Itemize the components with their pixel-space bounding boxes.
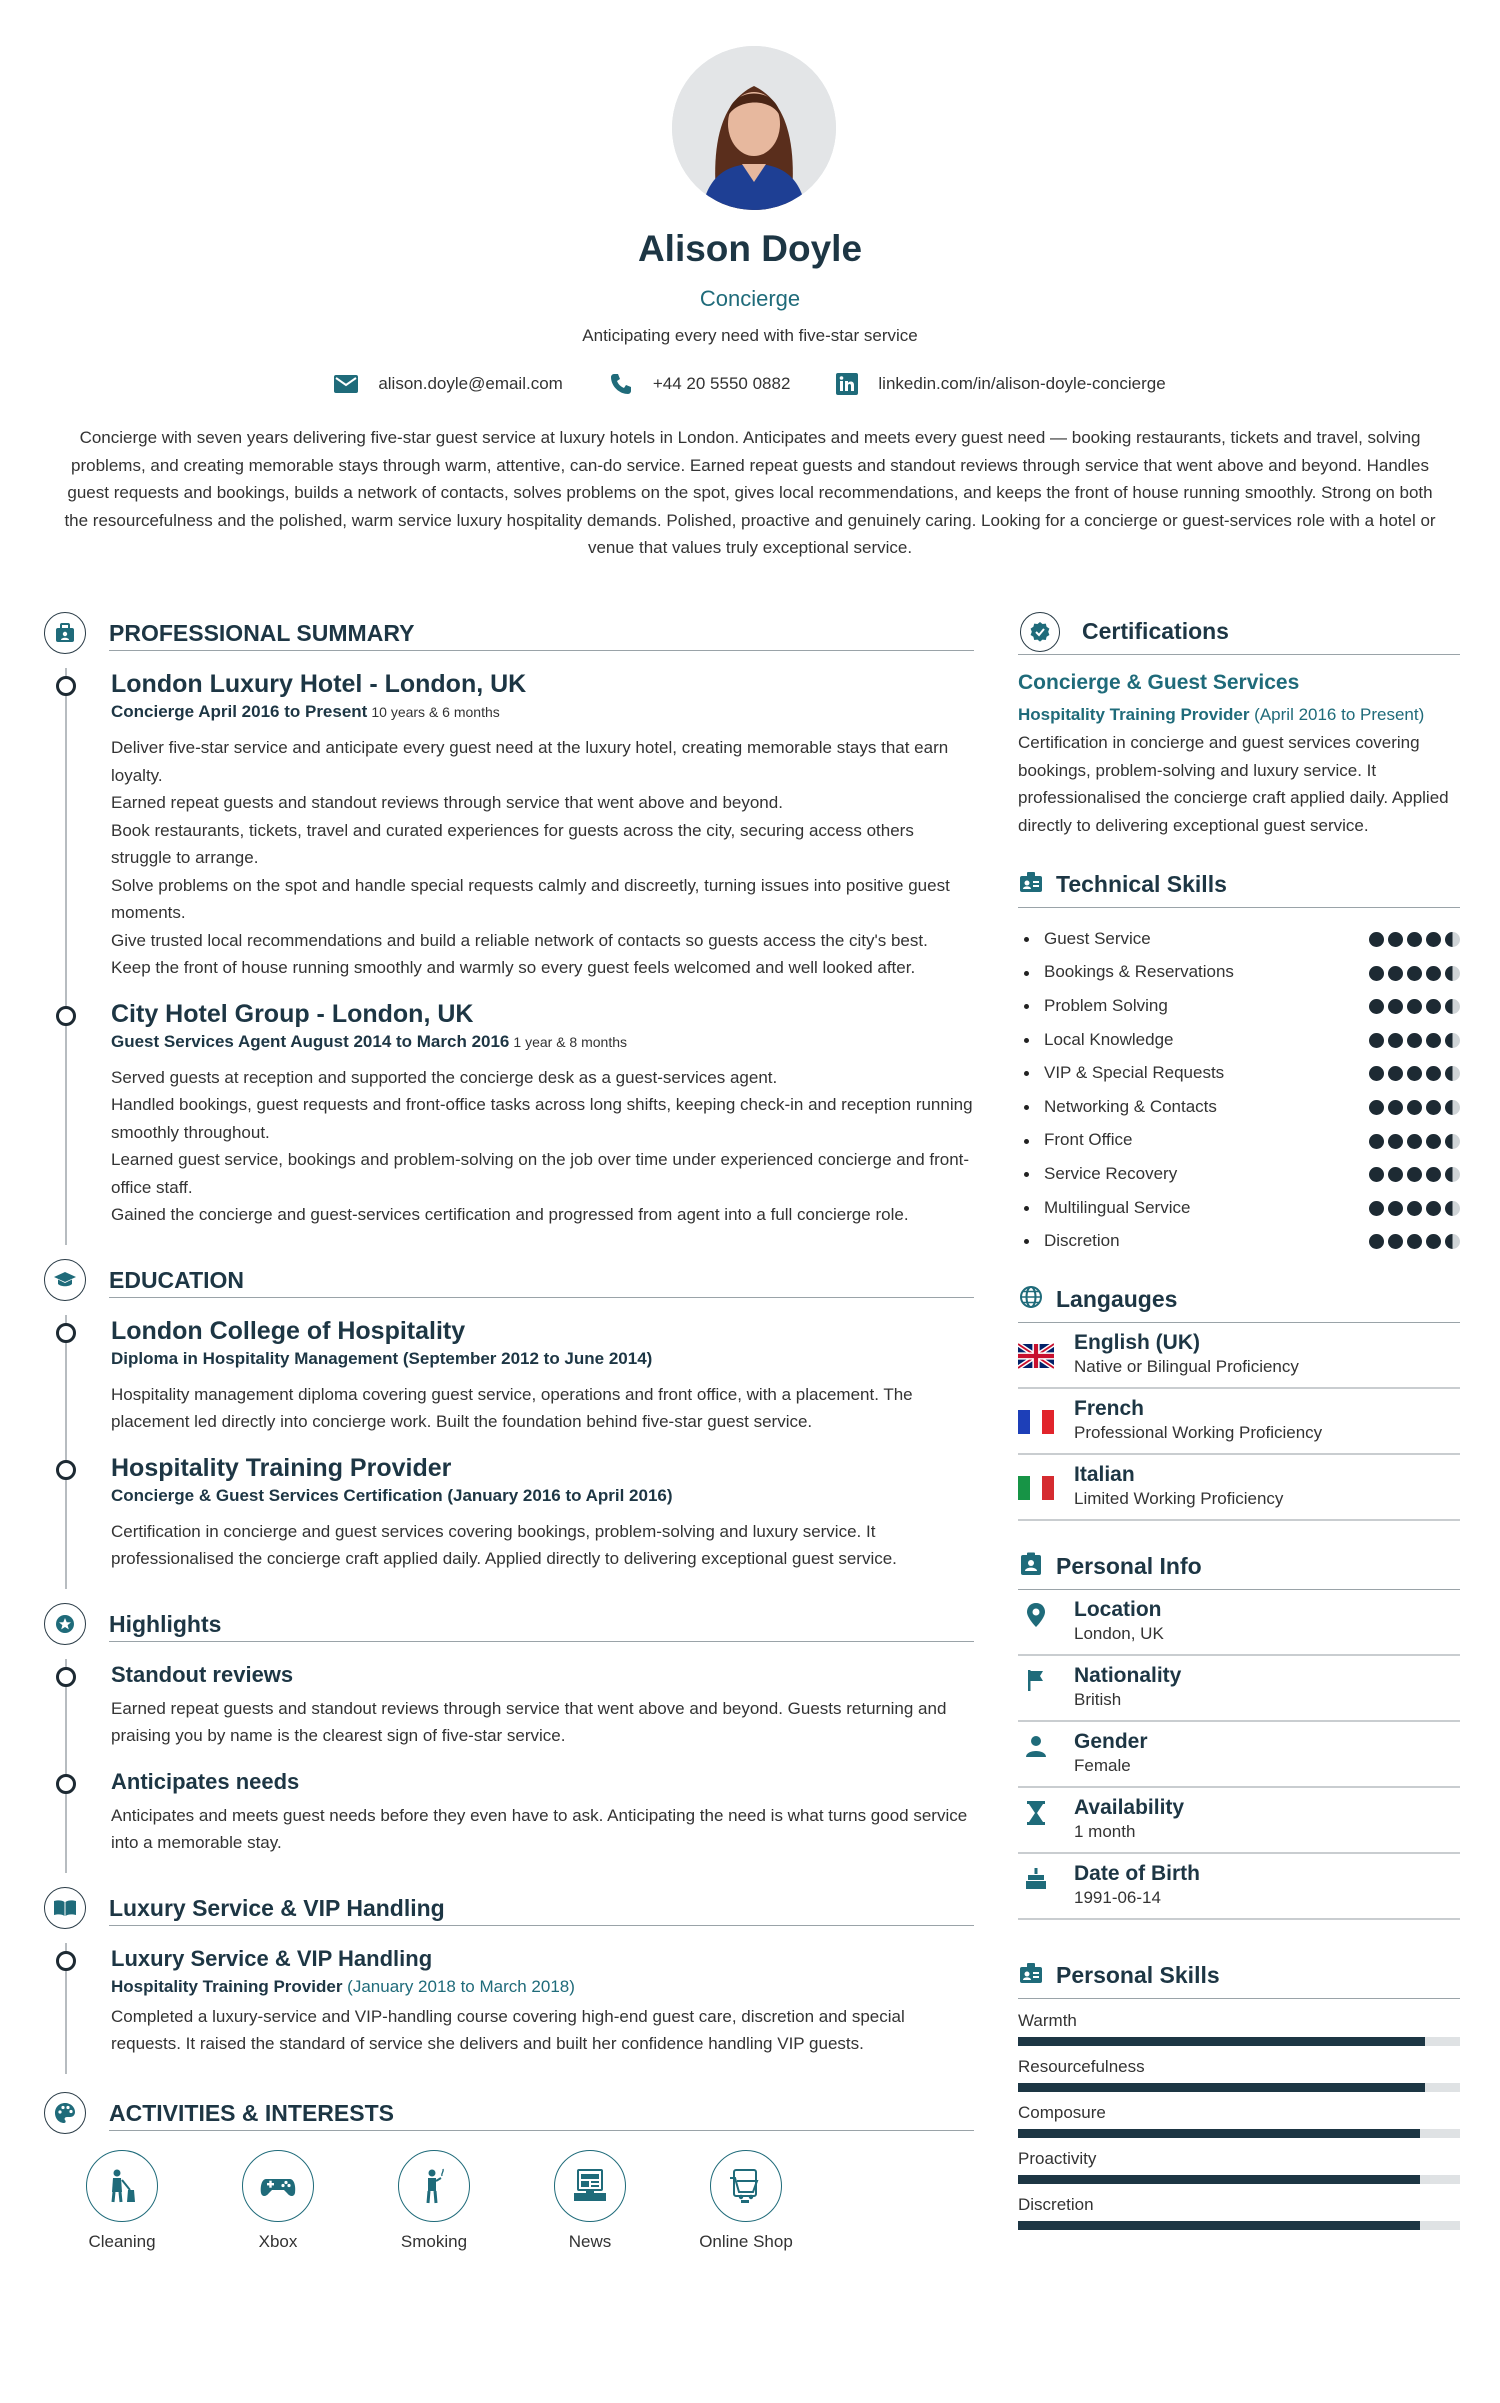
personal-skills-title: Personal Skills [1056,1961,1220,1988]
rating-dot [1369,999,1384,1014]
interest-label: Xbox [258,2231,298,2251]
rating-dot [1369,1234,1384,1249]
personal-skill-item [1018,2195,1460,2241]
personal-skill-name: Proactivity [1018,2148,1097,2168]
interest-item [554,2150,626,2252]
job-entry [111,998,974,1245]
rating-dot [1369,1066,1384,1081]
candidate-role: Concierge [699,286,801,311]
contact-bar [0,372,1500,396]
job-company: London Luxury Hotel - London, UK [111,670,527,698]
technical-skills-list [1018,922,1460,1258]
rating-dot [1369,1100,1384,1115]
interest-label: Online Shop [699,2231,793,2251]
rating-dot [1388,1201,1403,1216]
email-text[interactable]: alison.doyle@email.com [378,374,563,393]
skill-level-bar [1018,2037,1460,2046]
highlight-title: Anticipates needs [111,1768,300,1794]
language-name: Italian [1074,1462,1135,1486]
interest-item [86,2150,158,2252]
rating-dot [1445,1134,1460,1149]
certification-description: Certification in concierge and guest services covering bookings, problem-solving and luxury service. It professionalised the concierge craft applied daily. Applied directly to delivering exceptional guest service. [1018,733,1449,835]
italy-flag-icon [1018,1475,1054,1501]
interest-label: News [568,2231,612,2251]
profile-summary: Concierge with seven years delivering five-star guest service at luxury hotels in London. Anticipates and meets every guest need — booking restaurants, tickets and travel, solving problems, and creating memorable stays through warm, attentive, can-do service. Earned repeat guests and standout reviews through service that went above and beyond. Handles guest requests and bookings, builds a network of contacts, solves problems on the spot, gives local recommendations, and keeps the front of house running smoothly. Strong on both the resourcefulness and the polished, warm service luxury hospitality demands. Polished, proactive and genuinely caring. Looking for a concierge or guest-services role with a hotel or venue that values truly exceptional service. [64,428,1436,557]
personal-skill-item [1018,2103,1460,2149]
section-divider [109,2130,974,2131]
briefcase-badge-icon [44,612,86,654]
skill-rating [1369,1234,1460,1249]
rating-dot [1388,1033,1403,1048]
section-divider [109,650,974,651]
id-badge-icon [1018,869,1044,895]
personal-skill-item [1018,2011,1460,2057]
rating-dot [1426,1033,1441,1048]
job-bullets: Served guests at reception and supported the concierge desk as a guest-services agent. Handled bookings, guest requests and front-office tasks across long shifts, keeping check-in and reception running smoothly throughout. Learned guest service, bookings and problem-solving on the job over time under experienced concierge and front-office staff. Gained the concierge and guest-services certification and progressed from agent into a full concierge role. [111,1067,973,1224]
skill-rating [1369,1167,1460,1182]
timeline-dot [56,1006,76,1026]
rating-dot [1445,1201,1460,1216]
language-item [1018,1389,1460,1455]
candidate-tagline: Anticipating every need with five-star service [582,326,918,345]
personal-skill-item [1018,2057,1460,2103]
language-level: Limited Working Proficiency [1074,1488,1284,1508]
rating-dot [1426,966,1441,981]
highlight-text: Earned repeat guests and standout reviews through service that went above and beyond. Guests returning and praising you by name is the clearest sign of five-star service. [111,1698,947,1745]
degree: Concierge & Guest Services Certification (January 2016 to April 2016) [111,1485,673,1505]
id-badge-icon [1018,1960,1044,1986]
rating-dot [1426,932,1441,947]
course-entry [111,1943,974,2074]
rating-dot [1369,1134,1384,1149]
info-key: Date of Birth [1074,1861,1200,1885]
certifications-section [1018,612,1460,839]
personal-skill-name: Composure [1018,2102,1106,2122]
skill-item: Guest Service [1018,922,1460,956]
info-key: Location [1074,1597,1162,1621]
skill-item: Networking & Contacts [1018,1090,1460,1124]
job-bullets: Deliver five-star service and anticipate every guest need at the luxury hotel, creating memorable stays that earn loyalty. Earned repeat guests and standout reviews through service that went above and beyond. Book restaurants, tickets, travel and curated experiences for guests across the city, securing access others struggle to arrange. Solve problems on the spot and handle special requests calmly and discreetly, turning issues into positive guest moments. Give trusted local recommendations and build a reliable network of contacts so guests access the city's best. Keep the front of house running smoothly and warmly so every guest feels welcomed and well looked after. [111,738,950,977]
cleaning-icon [86,2150,158,2222]
school-name: London College of Hospitality [111,1316,466,1345]
skill-rating [1369,932,1460,947]
highlight-text: Anticipates and meets guest needs before they even have to ask. Anticipating the need is what turns good service into a memorable stay. [111,1805,968,1852]
timeline-dot [56,1460,76,1480]
education-description: Certification in concierge and guest services covering bookings, problem-solving and luxury service. It professionalised the concierge craft applied daily. Applied directly to delivering exceptional guest service. [111,1521,897,1568]
rating-dot [1369,966,1384,981]
rating-dot [1407,1100,1422,1115]
interests-section-header [44,2092,974,2136]
info-value: 1 month [1074,1821,1136,1841]
profile-photo [672,46,836,210]
linkedin-text[interactable]: linkedin.com/in/alison-doyle-concierge [878,374,1166,393]
highlight-title: Standout reviews [111,1661,294,1687]
info-item [1018,1722,1460,1788]
job-duration: 10 years & 6 months [371,704,500,720]
rating-dot [1407,932,1422,947]
skill-rating [1369,1134,1460,1149]
languages-header [1018,1280,1460,1320]
open-book-icon [44,1887,86,1929]
timeline-dot [56,1323,76,1343]
certificate-badge-icon [1020,612,1060,652]
rating-dot [1407,1066,1422,1081]
certification-name: Concierge & Guest Services [1018,671,1300,694]
education-entry [111,1315,974,1452]
degree: Diploma in Hospitality Management (September 2012 to June 2014) [111,1348,653,1368]
personal-skill-name: Warmth [1018,2010,1077,2030]
rating-dot [1407,999,1422,1014]
timeline-dot [56,1667,76,1687]
smoking-icon [398,2150,470,2222]
rating-dot [1388,932,1403,947]
highlights-timeline [65,1659,974,1873]
graduation-cap-icon [44,1259,86,1301]
skill-rating [1369,1100,1460,1115]
email-icon [334,375,358,393]
info-value: 1991-06-14 [1074,1887,1161,1907]
interest-item [699,2150,793,2252]
flag-icon [1018,1664,1054,1692]
rating-dot [1445,999,1460,1014]
contact-phone[interactable] [609,372,791,396]
section-divider [109,1641,974,1642]
technical-skills-section [1018,865,1460,1258]
personal-skill-item [1018,2149,1460,2195]
skill-rating [1369,1066,1460,1081]
cake-icon [1018,1862,1054,1890]
school-name: Hospitality Training Provider [111,1453,452,1482]
courses-title: Luxury Service & VIP Handling [109,1894,445,1921]
id-card-icon [1018,1551,1044,1577]
skill-item: Discretion [1018,1224,1460,1258]
education-description: Hospitality management diploma covering guest service, operations and front office, with a placement. The placement led directly into concierge work. Built the foundation behind five-star guest service. [111,1384,913,1431]
rating-dot [1388,1100,1403,1115]
location-pin-icon [1018,1598,1054,1628]
info-key: Nationality [1074,1663,1182,1687]
highlight-entry [111,1766,974,1873]
rating-dot [1388,1134,1403,1149]
rating-dot [1407,966,1422,981]
info-item [1018,1590,1460,1656]
rating-dot [1426,1100,1441,1115]
rating-dot [1407,1167,1422,1182]
interest-label: Smoking [400,2231,468,2251]
job-company: City Hotel Group - London, UK [111,999,474,1028]
rating-dot [1388,966,1403,981]
rating-dot [1407,1234,1422,1249]
rating-dot [1388,1167,1403,1182]
hourglass-icon [1018,1796,1054,1826]
section-divider [1018,907,1460,908]
language-item [1018,1323,1460,1389]
info-value: British [1074,1689,1122,1709]
rating-dot [1407,1134,1422,1149]
phone-text[interactable]: +44 20 5550 0882 [652,374,791,393]
personal-skills-header [1018,1956,1460,1996]
rating-dot [1369,932,1384,947]
certifications-header [1018,612,1460,652]
courses-section-header [44,1887,974,1931]
technical-skills-title: Technical Skills [1056,871,1227,897]
personal-skill-name: Resourcefulness [1018,2056,1145,2076]
rating-dot [1445,1167,1460,1182]
info-item [1018,1854,1460,1920]
job-position: Guest Services Agent August 2014 to March 2016 1 year & 8 months [111,1031,628,1051]
highlight-entry [111,1659,974,1766]
france-flag-icon [1018,1409,1054,1435]
rating-dot [1426,1201,1441,1216]
personal-info-section [1018,1547,1460,1920]
candidate-name: Alison Doyle [637,228,863,269]
uk-flag-icon [1018,1343,1054,1369]
courses-timeline [65,1943,974,2074]
job-entry [111,668,974,998]
education-timeline [65,1315,974,1589]
skill-item: Problem Solving [1018,989,1460,1023]
highlights-section-header [44,1603,974,1647]
rating-dot [1388,1066,1403,1081]
personal-info-header [1018,1547,1460,1587]
rating-dot [1388,999,1403,1014]
interests-title: ACTIVITIES & INTERESTS [109,2099,394,2126]
skill-item: Bookings & Reservations [1018,956,1460,990]
section-divider [1018,654,1460,655]
rating-dot [1445,1033,1460,1048]
interest-item [242,2150,314,2252]
experience-title: PROFESSIONAL SUMMARY [109,620,415,646]
timeline-dot [56,1774,76,1794]
personal-skill-name: Discretion [1018,2194,1094,2214]
language-item [1018,1455,1460,1521]
personal-skills-section [1018,1956,1460,2241]
info-item [1018,1656,1460,1722]
info-value: Female [1074,1755,1131,1775]
language-level: Native or Bilingual Proficiency [1074,1356,1299,1376]
skill-item: Front Office [1018,1124,1460,1158]
interest-item [398,2150,470,2252]
personal-info-title: Personal Info [1056,1552,1202,1579]
info-value: London, UK [1074,1623,1164,1643]
contact-email[interactable] [334,372,563,396]
rating-dot [1388,1234,1403,1249]
language-name: English (UK) [1074,1330,1200,1354]
skill-item: Local Knowledge [1018,1023,1460,1057]
section-divider [109,1925,974,1926]
timeline-dot [56,676,76,696]
left-column [44,612,974,2252]
star-badge-icon [44,1603,86,1645]
timeline-dot [56,1951,76,1971]
job-duration: 1 year & 8 months [513,1033,628,1050]
course-title: Luxury Service & VIP Handling [111,1945,433,1971]
job-position: Concierge April 2016 to Present 10 years & 6 months [111,702,500,721]
education-section-header [44,1259,974,1303]
experience-section-header [44,612,974,656]
info-key: Availability [1074,1795,1185,1819]
skill-item: VIP & Special Requests [1018,1056,1460,1090]
skill-level-bar [1018,2221,1460,2230]
section-divider [1018,1998,1460,1999]
rating-dot [1445,1066,1460,1081]
skill-item: Multilingual Service [1018,1191,1460,1225]
certifications-title: Certifications [1082,618,1229,644]
skill-rating [1369,966,1460,981]
highlights-title: Highlights [109,1610,222,1637]
rating-dot [1445,966,1460,981]
person-icon [1018,1730,1054,1758]
interest-label: Cleaning [88,2231,156,2251]
rating-dot [1407,1033,1422,1048]
education-entry [111,1452,974,1589]
rating-dot [1407,1201,1422,1216]
rating-dot [1445,1234,1460,1249]
rating-dot [1426,1066,1441,1081]
experience-timeline [65,668,974,1245]
language-level: Professional Working Proficiency [1074,1422,1323,1442]
education-title: EDUCATION [109,1266,245,1293]
globe-icon [1018,1284,1044,1310]
course-provider: Hospitality Training Provider (January 2018 to March 2018) [111,1976,575,1996]
right-column [1018,612,1460,2241]
skill-rating [1369,1201,1460,1216]
info-item [1018,1788,1460,1854]
skill-rating [1369,1033,1460,1048]
linkedin-icon [836,373,858,395]
course-description: Completed a luxury-service and VIP-handling course covering high-end guest care, discretion and special requests. It raised the standard of service she delivers and built her confidence handling VIP guests. [111,2006,905,2053]
skill-level-bar [1018,2083,1460,2092]
languages-title: Langauges [1056,1285,1178,1312]
rating-dot [1369,1201,1384,1216]
news-icon [554,2150,626,2222]
rating-dot [1426,1234,1441,1249]
interests-list [86,2150,974,2252]
contact-linkedin[interactable] [836,372,1165,396]
languages-section [1018,1280,1460,1521]
skill-rating [1369,999,1460,1014]
certification-provider: Hospitality Training Provider (April 2016 to Present) [1018,705,1425,724]
phone-icon [609,372,633,396]
skill-level-bar [1018,2129,1460,2138]
language-name: French [1074,1396,1145,1420]
technical-skills-header [1018,865,1460,905]
section-divider [109,1297,974,1298]
gamepad-icon [242,2150,314,2222]
skill-item: Service Recovery [1018,1157,1460,1191]
info-key: Gender [1074,1729,1148,1753]
rating-dot [1445,1100,1460,1115]
online-shop-icon [710,2150,782,2222]
rating-dot [1426,999,1441,1014]
rating-dot [1426,1167,1441,1182]
rating-dot [1426,1134,1441,1149]
rating-dot [1369,1033,1384,1048]
palette-icon [44,2092,86,2134]
skill-level-bar [1018,2175,1460,2184]
rating-dot [1369,1167,1384,1182]
rating-dot [1445,932,1460,947]
